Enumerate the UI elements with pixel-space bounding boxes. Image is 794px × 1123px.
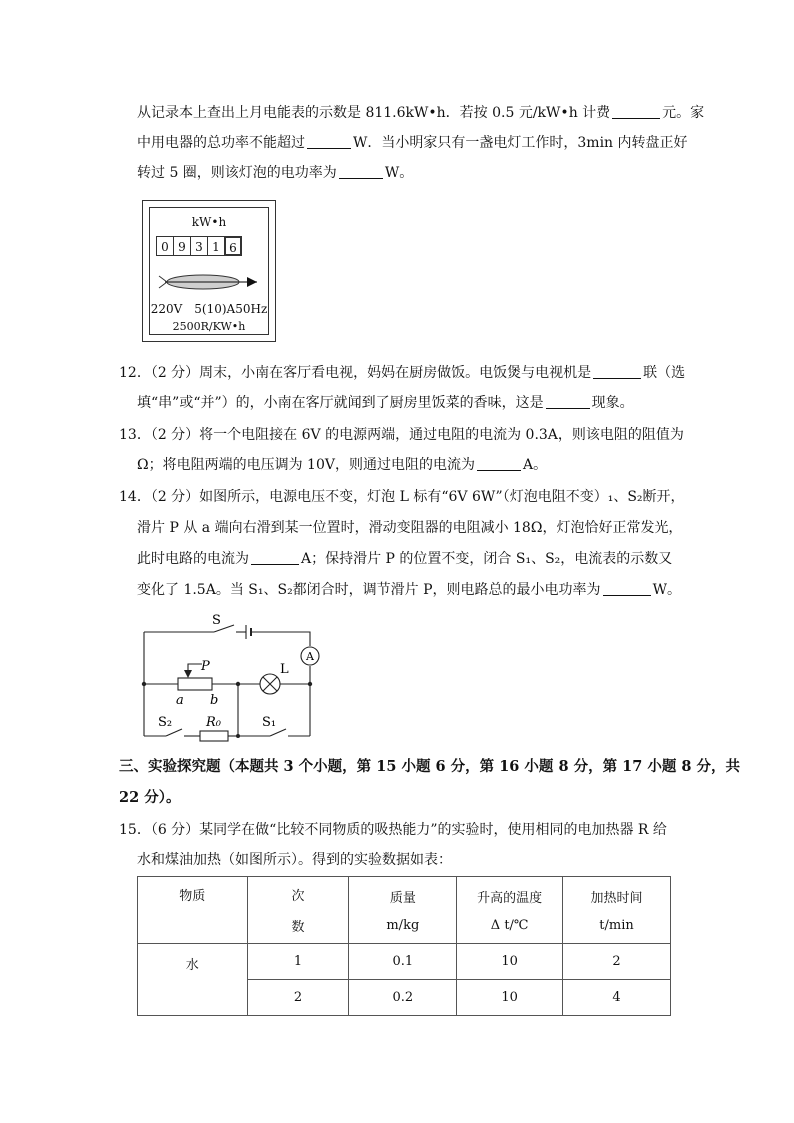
section-heading-line-1: 三、实验探究题（本题共 3 个小题，第 15 小题 6 分，第 16 小题 8 分，第 17 小题 8 分，共 xyxy=(119,758,741,775)
meter-digit: 0 xyxy=(156,236,174,256)
header-text: m/kg xyxy=(386,918,420,933)
table-header-cell xyxy=(138,877,248,944)
meter-digit: 1 xyxy=(207,236,225,256)
q15-line-2: 水和煤油加热（如图所示）。得到的实验数据如表： xyxy=(137,852,452,868)
label-end-b: b xyxy=(210,693,219,708)
q11-text-1a: 从记录本上查出上月电能表的示数是 811.6kW•h．若按 0.5 元/kW•h 计费 xyxy=(137,105,611,121)
header-text: 质量 xyxy=(389,891,416,906)
energy-meter-panel xyxy=(149,207,269,335)
label-end-a: a xyxy=(176,693,184,708)
meter-constant: 2500R/KW•h xyxy=(172,320,246,333)
label-switch-s: S xyxy=(212,613,221,628)
q11-text-3a: 转过 5 圈，则该灯泡的电功率为 xyxy=(137,165,337,181)
answer-blank[interactable] xyxy=(251,549,299,565)
table-cell: 4 xyxy=(563,980,671,1016)
header-text: 加热时间 xyxy=(590,891,643,906)
q13-line-2 xyxy=(137,455,547,475)
table-header-cell xyxy=(563,877,671,944)
substance-text: 水 xyxy=(185,958,199,973)
table-cell: 10 xyxy=(457,944,563,980)
table-header-cell xyxy=(247,877,349,944)
answer-blank[interactable] xyxy=(612,103,660,119)
meter-digit-decimal: 6 xyxy=(224,236,242,256)
q14-line-4 xyxy=(137,580,681,600)
q11-line-1 xyxy=(137,103,704,123)
header-text: 升高的温度 xyxy=(477,891,543,906)
substance-cell xyxy=(138,944,248,1016)
q12-text-1b: 联（选 xyxy=(643,365,686,381)
table-cell: 1 xyxy=(247,944,349,980)
answer-blank[interactable] xyxy=(307,133,351,149)
q13-line-1: 13．（2 分）将一个电阻接在 6V 的电源两端，通过电阻的电流为 0.3A，则该电阻的阻值为 xyxy=(119,427,684,443)
experiment-data-table xyxy=(137,876,671,1016)
table-header-cell xyxy=(349,877,457,944)
answer-blank[interactable] xyxy=(477,455,521,471)
q12-text-2a: 填“串”或“并”）的，小南在客厅就闻到了厨房里饭菜的香味，这是 xyxy=(137,395,544,411)
table-header-cell xyxy=(457,877,563,944)
table-cell: 0.2 xyxy=(349,980,457,1016)
table-cell: 10 xyxy=(457,980,563,1016)
energy-meter-figure xyxy=(142,200,276,342)
table-row xyxy=(138,944,671,980)
q14-text-4b: W。 xyxy=(652,582,681,598)
q11-text-2a: 中用电器的总功率不能超过 xyxy=(137,135,305,151)
q14-line-2: 滑片 P 从 a 端向右滑到某一位置时，滑动变阻器的电阻减小 18Ω，灯泡恰好正常发光， xyxy=(137,520,683,536)
meter-digit: 3 xyxy=(190,236,208,256)
header-text: 物质 xyxy=(179,889,206,904)
q12-line-1 xyxy=(119,363,685,383)
q11-text-1b: 元。家 xyxy=(662,105,705,121)
q14-text-4a: 变化了 1.5A。当 S₁、S₂都闭合时，调节滑片 P，则电路总的最小电功率为 xyxy=(137,582,601,598)
q12-text-2b: 现象。 xyxy=(591,395,634,411)
q12-text-1a: 12．（2 分）周末，小南在客厅看电视，妈妈在厨房做饭。电饭煲与电视机是 xyxy=(119,365,592,381)
q14-line-1: 14．（2 分）如图所示，电源电压不变，灯泡 L 标有“6V 6W”（灯泡电阻不变）₁、S₂断开， xyxy=(119,489,685,505)
table-cell: 2 xyxy=(563,944,671,980)
table-cell: 0.1 xyxy=(349,944,457,980)
answer-blank[interactable] xyxy=(603,580,651,596)
label-resistor-r0: R₀ xyxy=(206,715,221,730)
label-switch-s2: S₂ xyxy=(158,715,173,730)
label-lamp: L xyxy=(280,662,289,677)
label-slider-p: P xyxy=(201,659,210,674)
meter-rating: 220V 5(10)A50Hz xyxy=(150,302,268,316)
q13-text-2a: Ω；将电阻两端的电压调为 10V，则通过电阻的电流为 xyxy=(137,457,475,473)
section-heading-line-2: 22 分）。 xyxy=(119,789,181,806)
q12-line-2 xyxy=(137,393,634,413)
header-text: Δ t/℃ xyxy=(490,918,529,933)
label-switch-s1: S₁ xyxy=(262,715,277,730)
label-ammeter: A xyxy=(306,650,314,663)
q14-text-3a: 此时电路的电流为 xyxy=(137,551,249,567)
meter-digit: 9 xyxy=(173,236,191,256)
table-header-row xyxy=(138,877,671,944)
answer-blank[interactable] xyxy=(593,363,641,379)
q14-line-3 xyxy=(137,549,672,569)
answer-blank[interactable] xyxy=(339,163,383,179)
meter-unit: kW•h xyxy=(191,215,227,229)
q13-text-2b: A。 xyxy=(522,457,548,473)
header-text: t/min xyxy=(599,918,634,933)
header-text: 数 xyxy=(291,920,305,935)
q15-line-1: 15．（6 分）某同学在做“比较不同物质的吸热能力”的实验时，使用相同的电加热器 R 给 xyxy=(119,822,667,838)
q11-line-3 xyxy=(137,163,413,183)
circuit-diagram xyxy=(130,612,330,747)
header-text: 次 xyxy=(291,889,305,904)
q11-text-2b: W．当小明家只有一盏电灯工作时，3min 内转盘正好 xyxy=(353,135,688,151)
answer-blank[interactable] xyxy=(546,393,590,409)
q14-text-3b: A；保持滑片 P 的位置不变，闭合 S₁、S₂，电流表的示数又 xyxy=(301,551,673,567)
meter-disc-icon xyxy=(155,270,265,294)
meter-digits xyxy=(157,236,242,256)
q11-line-2 xyxy=(137,133,688,153)
table-cell: 2 xyxy=(247,980,349,1016)
q11-text-3b: W。 xyxy=(384,165,414,181)
